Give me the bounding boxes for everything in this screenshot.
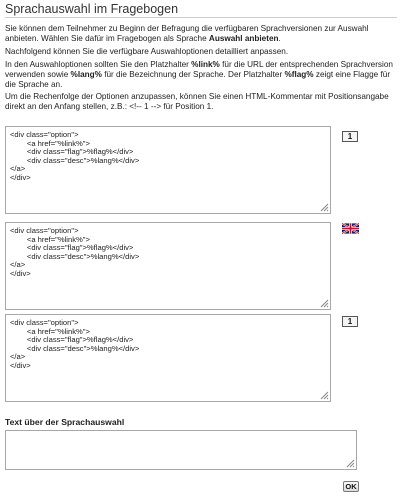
resize-grip-icon[interactable] xyxy=(318,389,329,400)
intro-p1-end: . xyxy=(278,34,281,43)
intro-p1-text: Sie können dem Teilnehmer zu Beginn der Befragung die verfügbaren Sprachversionen zur Auswahl anbieten. Wählen Sie dafür im Fragebogen als Sprache xyxy=(5,24,369,43)
resize-grip-icon[interactable] xyxy=(344,457,355,468)
position-badge-1: 1 xyxy=(342,131,358,142)
intro-p1-bold: Auswahl anbieten xyxy=(208,34,279,43)
ok-button[interactable]: OK xyxy=(343,481,359,492)
text-above-textarea[interactable] xyxy=(5,430,357,470)
intro-paragraph-4: Um die Rechenfolge der Optionen anzupassen, können Sie einen HTML-Kommentar mit Positionsangabe direkt an den Anfang stellen, z.B.: <!-- 1 --> für Position 1. xyxy=(5,92,389,111)
page-title: Sprachauswahl im Fragebogen xyxy=(5,2,179,16)
intro-paragraph-3 xyxy=(5,60,397,90)
option-textarea-1[interactable] xyxy=(5,126,331,214)
option-textarea-2[interactable] xyxy=(5,222,331,310)
position-badge-3: 1 xyxy=(342,316,358,327)
intro-p3-lang-placeholder: %lang% xyxy=(70,70,102,79)
intro-p3-d: für die Bezeichnung der Sprache. Der Platzhalter xyxy=(101,70,285,79)
intro-paragraph-2: Nachfolgend können Sie die verfügbare Auswahloptionen detailliert anpassen. xyxy=(5,47,289,56)
uk-flag-icon xyxy=(342,223,359,234)
intro-p3-c: für die URL der entsprechenden Sprachversion verwenden sowie xyxy=(5,60,393,79)
text-above-label: Text über der Sprachauswahl xyxy=(5,417,125,427)
option-code-3: <div class="option"> <a href="%link%"> <div class="flag">%flag%</div> <div class="desc">%lang%</div> </a> </div> xyxy=(10,318,140,370)
intro-p3-flag-placeholder: %flag% xyxy=(284,70,314,79)
option-code-2: <div class="option"> <a href="%link%"> <div class="flag">%flag%</div> <div class="desc">%lang%</div> </a> </div> xyxy=(10,226,140,278)
intro-paragraph-1 xyxy=(5,24,397,44)
option-textarea-3[interactable] xyxy=(5,314,331,402)
resize-grip-icon[interactable] xyxy=(318,297,329,308)
intro-p3-a: In den Auswahloptionen sollten Sie den Platzhalter xyxy=(5,60,192,69)
resize-grip-icon[interactable] xyxy=(318,201,329,212)
title-divider xyxy=(5,17,397,18)
intro-p3-e: zeigt eine Flagge für die Sprache an. xyxy=(5,70,391,89)
option-code-1: <div class="option"> <a href="%link%"> <div class="flag">%flag%</div> <div class="desc">%lang%</div> </a> </div> xyxy=(10,130,140,182)
intro-p3-link-placeholder: %link% xyxy=(191,60,220,69)
